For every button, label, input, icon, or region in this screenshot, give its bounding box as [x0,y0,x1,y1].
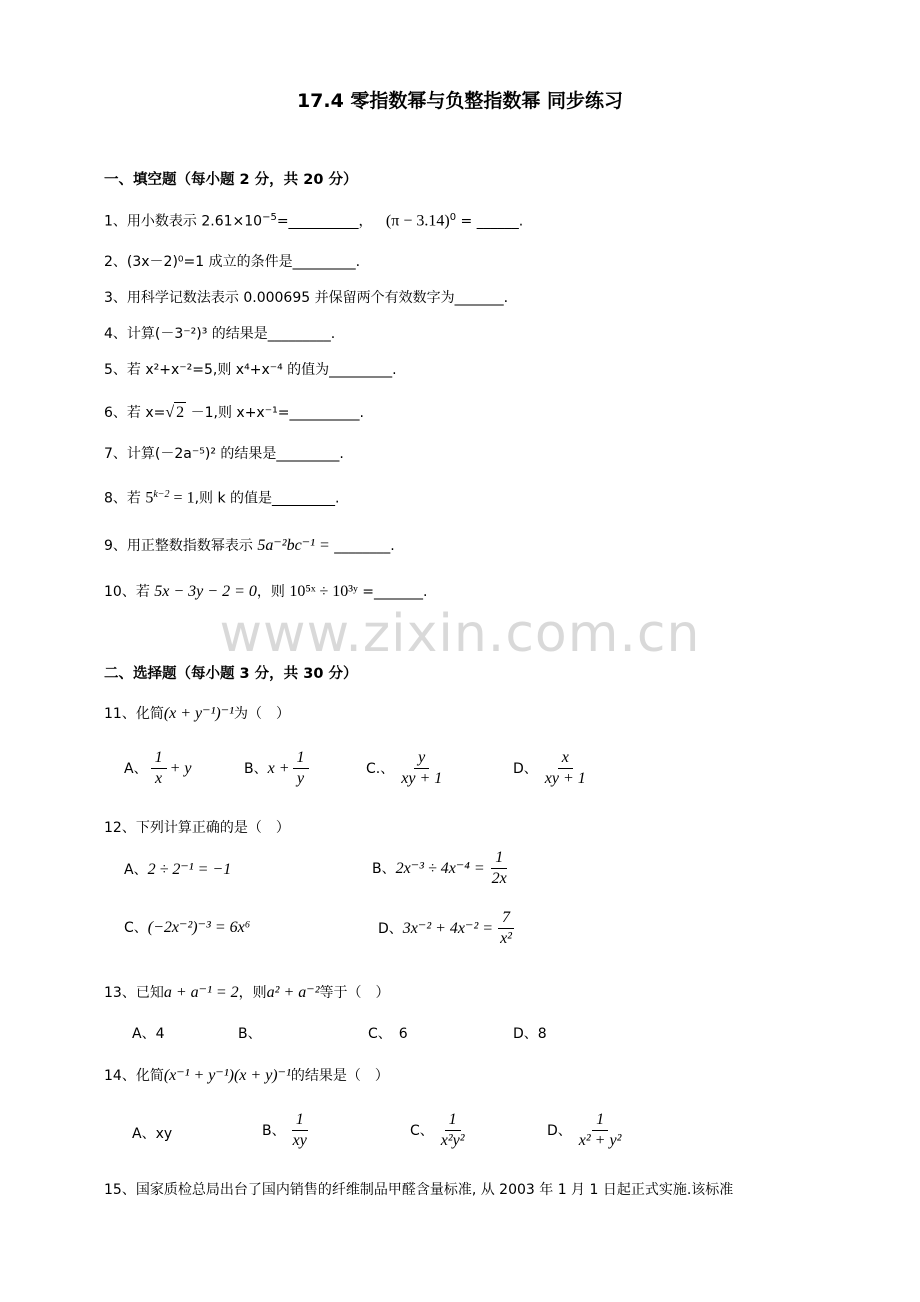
q12-c-label: C、 [124,920,148,936]
q12-a-math: 2 ÷ 2⁻¹ = −1 [147,861,232,878]
q10-post: =_______. [357,584,428,600]
q11-d-label: D、 [513,760,538,777]
q14-d-den: x² + y² [578,1132,622,1149]
q8-post: ,则 k 的值是_________. [194,490,340,507]
q10-math1: 5x − 3y − 2 = 0 [154,583,257,600]
q14-d-num: 1 [592,1110,608,1131]
q8-pre: 8、若 [104,490,146,507]
q6-sqrt: 2 [176,404,185,421]
q12-a-label: A、 [124,862,148,878]
q11-a-label: A、 [124,760,148,777]
q14-post: 的结果是（ ） [290,1068,389,1084]
question-13 [104,983,390,1003]
q9-pre: 9、用正整数指数幂表示 [104,538,258,554]
q12-d-den: x² [500,930,512,947]
question-1 [104,208,523,232]
q12-c-math: (−2x⁻²)⁻³ = 6x⁶ [147,919,251,936]
q10-mid: ，则 [256,584,290,600]
q11-option-a [124,748,191,789]
q11-b-fraction [293,748,309,789]
q14-option-a [132,1124,172,1144]
section-heading-fill-blank: 一、填空题（每小题 2 分，共 20 分） [104,172,358,188]
q1-mid: =__________， [276,213,373,230]
q11-a-tail: + y [169,759,192,777]
q14-c-fraction [437,1110,469,1151]
q12-d-fraction [496,908,516,949]
question-5: 5、若 x²+x⁻²=5,则 x⁴+x⁻⁴ 的值为_________. [104,362,397,378]
q11-post: 为（ ） [233,706,290,722]
q13-option-c: C、 6 [368,1026,408,1042]
q11-d-fraction [541,748,590,789]
q14-option-b [262,1110,314,1151]
question-9 [104,536,395,556]
q11-c-fraction [397,748,446,789]
q1-exp: −5 [262,212,277,223]
q11-option-d [513,748,593,789]
q10-math2: 10⁵ˣ ÷ 10³ʸ [289,583,358,600]
q1-pre: 1、用小数表示 2.61×10 [104,213,263,230]
q12-b-label: B、 [372,860,396,877]
q8-mid: = 1 [169,489,195,507]
q12-option-a [124,860,231,880]
q11-c-label: C.、 [366,760,395,777]
q13-option-a: A、4 [132,1026,165,1042]
q1-math: (π − 3.14) [385,212,450,230]
q14-b-label: B、 [262,1122,286,1139]
watermark: www.zixin.com.cn [219,604,701,664]
q9-math: 5a⁻²bc⁻¹ = [257,537,330,554]
q11-option-b [244,748,312,789]
q14-d-label: D、 [547,1122,572,1139]
q13-mid: ，则 [238,985,267,1001]
q10-pre: 10、若 [104,584,155,600]
q9-post: ________. [329,538,395,554]
q12-option-b [372,848,514,889]
q11-d-num: x [558,748,573,769]
question-2: 2、(3x－2)⁰=1 成立的条件是_________. [104,254,361,270]
q13-option-b: B、 [238,1026,262,1042]
question-3: 3、用科学记数法表示 0.000695 并保留两个有效数字为_______. [104,290,509,306]
q11-c-den: xy + 1 [401,770,443,787]
q8-exp: k−2 [153,489,170,500]
question-15: 15、国家质检总局出台了国内销售的纤维制品甲醛含量标准, 从 2003 年 1 月 1 日起正式实施.该标准 [104,1182,734,1198]
page-title: 17.4 零指数幂与负整指数幂 同步练习 [296,90,624,112]
q14-option-c [410,1110,472,1151]
q13-option-d: D、8 [513,1026,547,1042]
q14-b-num: 1 [292,1110,308,1131]
question-4: 4、计算(－3⁻²)³ 的结果是_________. [104,326,336,342]
q1-post: = ______. [456,213,524,230]
question-6 [104,402,364,423]
q12-b-fraction [488,848,511,889]
q12-b-num: 1 [491,848,507,869]
q14-pre: 14、化简 [104,1068,164,1084]
q12-d-num: 7 [498,908,514,929]
question-12: 12、下列计算正确的是（ ） [104,820,290,836]
q13-math2: a² + a⁻² [266,984,320,1001]
q1-math-exp: 0 [449,212,457,223]
q14-a-label: A、xy [132,1126,173,1142]
q11-math: (x + y⁻¹)⁻¹ [163,705,234,722]
q11-b-den: y [296,770,305,787]
q14-b-den: xy [292,1132,307,1149]
q12-d-math: 3x⁻² + 4x⁻² = [402,919,494,937]
q11-pre: 11、化简 [104,706,164,722]
q8-base: 5 [145,489,154,507]
q11-b-label: B、 [244,760,268,777]
sqrt-sign: √ [165,404,175,421]
q11-d-den: xy + 1 [544,770,586,787]
question-7: 7、计算(－2a⁻⁵)² 的结果是_________. [104,446,344,462]
q6-pre: 6、若 x= [104,405,166,421]
q14-option-d [547,1110,628,1151]
q13-post: 等于（ ） [319,985,390,1001]
q13-math1: a + a⁻¹ = 2 [163,984,239,1001]
q14-c-label: C、 [410,1122,434,1139]
q13-pre: 13、已知 [104,985,164,1001]
section-heading-choice: 二、选择题（每小题 3 分，共 30 分） [104,666,358,682]
q14-c-num: 1 [445,1110,461,1131]
q11-a-den: x [155,770,163,787]
q11-a-fraction [151,748,167,789]
question-14 [104,1066,389,1086]
q12-d-label: D、 [378,920,403,937]
question-8 [104,485,340,509]
q12-b-den: 2x [491,870,507,887]
q11-c-num: y [414,748,429,769]
q11-option-c [366,748,449,789]
q11-b-num: 1 [293,748,309,769]
q14-c-den: x²y² [440,1132,465,1149]
q11-b-head: x + [267,759,290,777]
q14-d-fraction [575,1110,626,1151]
question-11 [104,704,290,724]
q14-math: (x⁻¹ + y⁻¹)(x + y)⁻¹ [163,1067,291,1084]
question-10 [104,582,427,602]
q11-a-num: 1 [151,748,167,769]
q12-option-d [378,908,519,949]
q12-option-c [124,918,250,938]
q6-post: －1,则 x+x⁻¹=__________. [186,405,364,421]
q14-b-fraction [289,1110,311,1151]
q12-b-math: 2x⁻³ ÷ 4x⁻⁴ = [395,859,485,877]
